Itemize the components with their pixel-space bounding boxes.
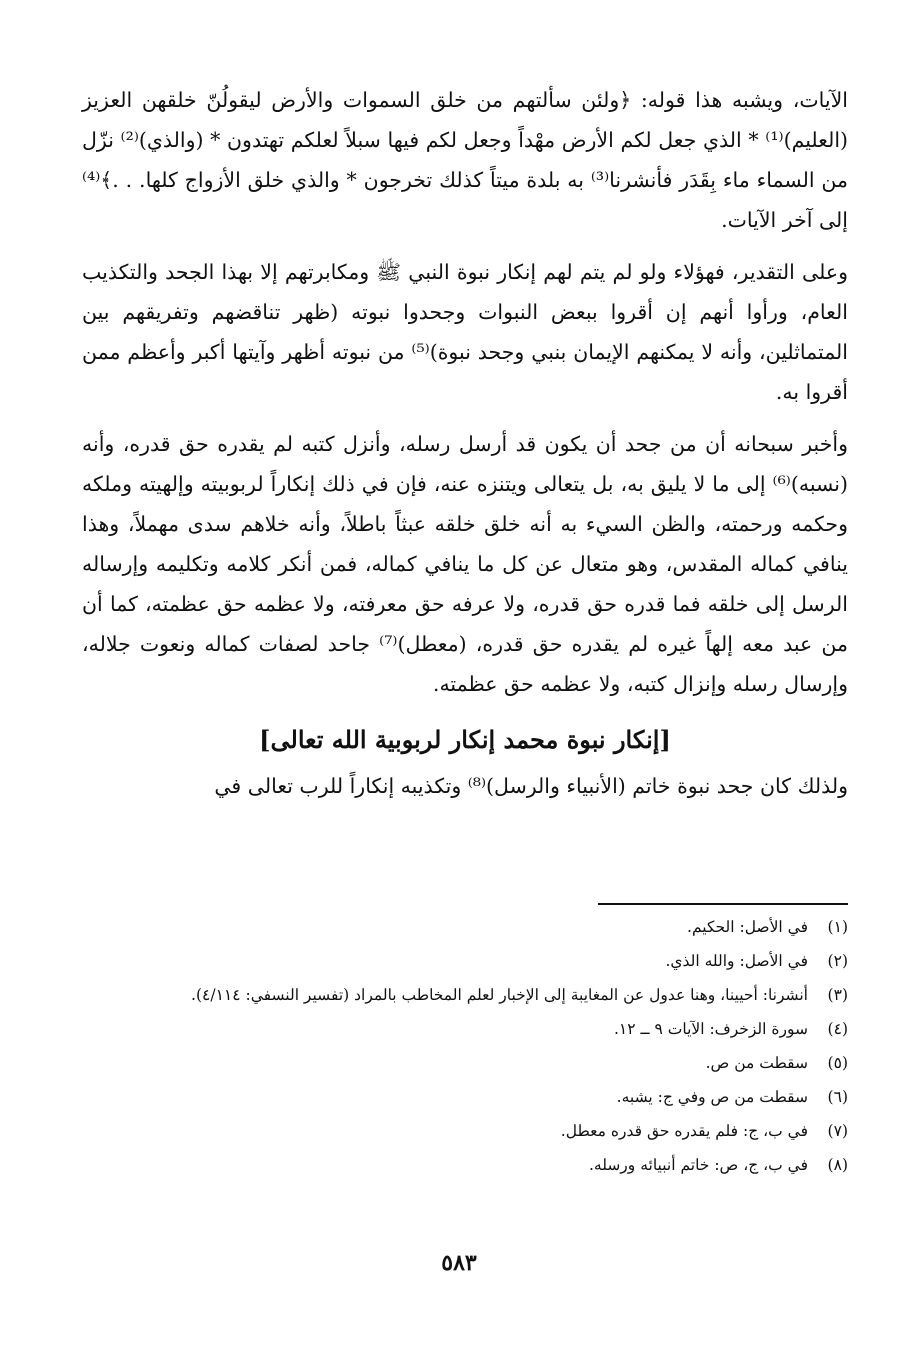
footnote-divider bbox=[598, 903, 848, 905]
footnote-text: سقطت من ص وفي ج: يشبه. bbox=[616, 1088, 808, 1106]
footnote-item bbox=[78, 944, 848, 978]
body-paragraph: وعلى التقدير، فهؤلاء ولو لم يتم لهم إنكار نبوة النبي ﷺ ومكابرتهم إلا بهذا الجحد والتكذيب العام، ورأوا أنهم إن أقروا ببعض النبوات وجحدوا نبوته (ظهر تناقضهم وتفريقهم بين المتماثلين، وأنه لا يمكنهم الإيمان بنبي وجحد نبوة)⁽⁵⁾ من نبوته أظهر وآيتها أكبر وأعظم ممن أقروا به. bbox=[82, 260, 849, 404]
footnote-number: (٤) bbox=[827, 1020, 848, 1038]
footnotes bbox=[78, 910, 848, 1182]
footnote-item bbox=[78, 1046, 848, 1080]
body-paragraph: الآيات، ويشبه هذا قوله: ﴿ولئن سألتهم من خلق السموات والأرض ليقولُنّ خلقهن العزيز (العليم)⁽¹⁾ * الذي جعل لكم الأرض مهْداً وجعل لكم فيها سبلاً لعلكم تهتدون * (والذي)⁽²⁾ نزّل من السماء ماء بِقَدَر فأنشرنا⁽³⁾ به بلدة ميتاً كذلك تخرجون * والذي خلق الأزواج كلها. . .﴾⁽⁴⁾ إلى آخر الآيات. bbox=[82, 88, 849, 232]
footnote-number: (٢) bbox=[827, 952, 848, 970]
footnote-text: سقطت من ص. bbox=[705, 1054, 808, 1072]
page-number: ٥٨٣ bbox=[441, 1250, 477, 1276]
footnote-item bbox=[78, 1114, 848, 1148]
footnote-text: في ب، ج، ص: خاتم أنبيائه ورسله. bbox=[588, 1156, 808, 1174]
body-paragraph: وأخبر سبحانه أن من جحد أن يكون قد أرسل رسله، وأنزل كتبه لم يقدره حق قدره، وأنه (نسبه)⁽⁶⁾ إلى ما لا يليق به، بل يتعالى ويتنزه عنه، فإن في ذلك إنكاراً لربوبيته وإلهيته وملكه وحكمه ورحمته، والظن السيء به أنه خلق خلقه عبثاً باطلاً، وأنه خلاهم سدى مهملاً، وهذا ينافي كماله المقدس، وهو متعال عن كل ما ينافي كماله، فمن أنكر كلامه وتكليمه وإرساله الرسل إلى خلقه فما قدره حق قدره، ولا عرفه حق معرفته، ولا عظمه حق عظمته، كما أن من عبد معه إلهاً غيره لم يقدره حق قدره، (معطل)⁽⁷⁾ جاحد لصفات كماله ونعوت جلاله، وإرسال رسله وإنزال كتبه، ولا عظمه حق عظمته. bbox=[82, 432, 848, 696]
footnote-number: (٧) bbox=[827, 1122, 848, 1140]
footnote-text: في الأصل: والله الذي. bbox=[665, 952, 808, 970]
footnote-text: في الأصل: الحكيم. bbox=[687, 918, 808, 936]
footnote-number: (٥) bbox=[827, 1054, 848, 1072]
footnote-item bbox=[78, 1080, 848, 1114]
footnote-number: (٦) bbox=[827, 1088, 848, 1106]
footnote-item bbox=[78, 910, 848, 944]
footnote-number: (١) bbox=[827, 918, 848, 936]
footnote-text: أنشرنا: أحيينا، وهنا عدول عن المغايبة إلى الإخبار لعلم المخاطب بالمراد (تفسير النسفي: ٤/١١٤). bbox=[191, 986, 808, 1004]
footnote-item bbox=[78, 978, 848, 1012]
footnote-text: في ب، ج: فلم يقدره حق قدره معطل. bbox=[560, 1122, 808, 1140]
footnote-item bbox=[78, 1012, 848, 1046]
footnote-item bbox=[78, 1148, 848, 1182]
section-heading: [إنكار نبوة محمد إنكار لربوبية الله تعالى] bbox=[259, 725, 671, 754]
page-body bbox=[82, 80, 848, 818]
footnote-number: (٣) bbox=[827, 986, 848, 1004]
footnote-number: (٨) bbox=[827, 1156, 848, 1174]
body-paragraph: ولذلك كان جحد نبوة خاتم (الأنبياء والرسل)⁽⁸⁾ وتكذيبه إنكاراً للرب تعالى في bbox=[214, 774, 848, 798]
footnote-text: سورة الزخرف: الآيات ٩ ــ ١٢. bbox=[613, 1020, 808, 1038]
